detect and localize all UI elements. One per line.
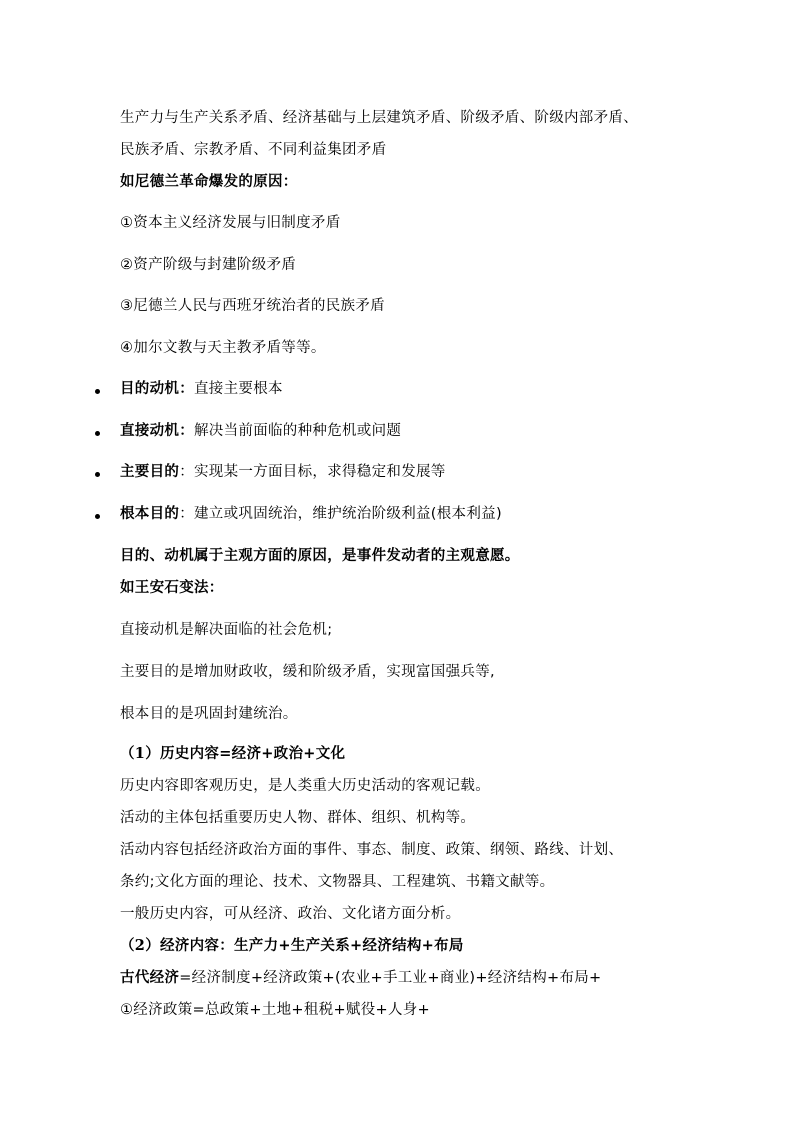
bullet-icon [95,514,100,519]
bullet-term: 直接动机： [120,423,194,439]
reform-item-fundamental: 根本目的是巩固封建统治。 [120,706,298,722]
list-item-cause-3: ③尼德兰人民与西班牙统治者的民族矛盾 [120,298,385,314]
list-item-cause-4: ④加尔文教与天主教矛盾等等。 [120,340,326,356]
heading-wang-anshi-reform: 如王安石变法： [120,579,224,596]
bullet-desc: ：实现某一方面目标，求得稳定和发展等 [179,464,446,480]
ancient-economy-line [120,968,602,988]
economic-policy-line: ①经济政策=总政策+土地+租税+赋役+人身+ [120,1002,430,1018]
bullet-term: 目的动机： [120,381,194,397]
summary-subjective-will: 目的、动机属于主观方面的原因，是事件发动者的主观意愿。 [120,547,520,564]
bullet-icon [95,472,100,477]
history-line-5: 一般历史内容，可从经济、政治、文化诸方面分析。 [120,906,461,922]
bullet-item-main-purpose [120,462,446,482]
bullet-term: 根本目的 [120,506,180,522]
reform-item-main: 主要目的是增加财政收，缓和阶级矛盾，实现富国强兵等, [120,664,495,680]
bullet-icon [95,389,100,394]
bullet-item-fundamental-purpose [120,504,502,524]
bullet-term: 主要目的 [120,464,180,480]
ancient-economy-formula: =经济制度+经济政策+(农业+手工业+商业)+经济结构+布局+ [179,970,602,986]
history-line-1: 历史内容即客观历史，是人类重大历史活动的客观记载。 [120,778,490,794]
heading-economic-content: （2）经济内容：生产力+生产关系+经济结构+布局 [120,937,464,954]
heading-historical-content: （1）历史内容=经济+政治+文化 [120,745,346,762]
history-line-3: 活动内容包括经济政治方面的事件、事态、制度、政策、纲领、路线、计划、 [120,842,624,858]
list-item-cause-1: ①资本主义经济发展与旧制度矛盾 [120,215,341,231]
heading-netherlands-revolution: 如尼德兰革命爆发的原因： [120,173,298,190]
ancient-economy-term: 古代经济 [120,970,180,986]
bullet-item-motive [120,379,283,399]
bullet-desc: 直接主要根本 [194,381,283,397]
bullet-desc: ：建立或巩固统治，维护统治阶级利益(根本利益) [179,506,502,522]
bullet-item-direct-motive [120,421,401,441]
list-item-cause-2: ②资产阶级与封建阶级矛盾 [120,257,297,273]
reform-item-direct: 直接动机是解决面临的社会危机; [120,622,333,638]
history-line-4: 条约;文化方面的理论、技术、文物器具、工程建筑、书籍文献等。 [120,874,555,890]
bullet-icon [95,431,100,436]
paragraph-contradictions-line2: 民族矛盾、宗教矛盾、不同利益集团矛盾 [120,142,387,158]
history-line-2: 活动的主体包括重要历史人物、群体、组织、机构等。 [120,810,476,826]
bullet-desc: 解决当前面临的种种危机或问题 [194,423,402,439]
paragraph-contradictions-line1: 生产力与生产关系矛盾、经济基础与上层建筑矛盾、阶级矛盾、阶级内部矛盾、 [120,110,638,126]
